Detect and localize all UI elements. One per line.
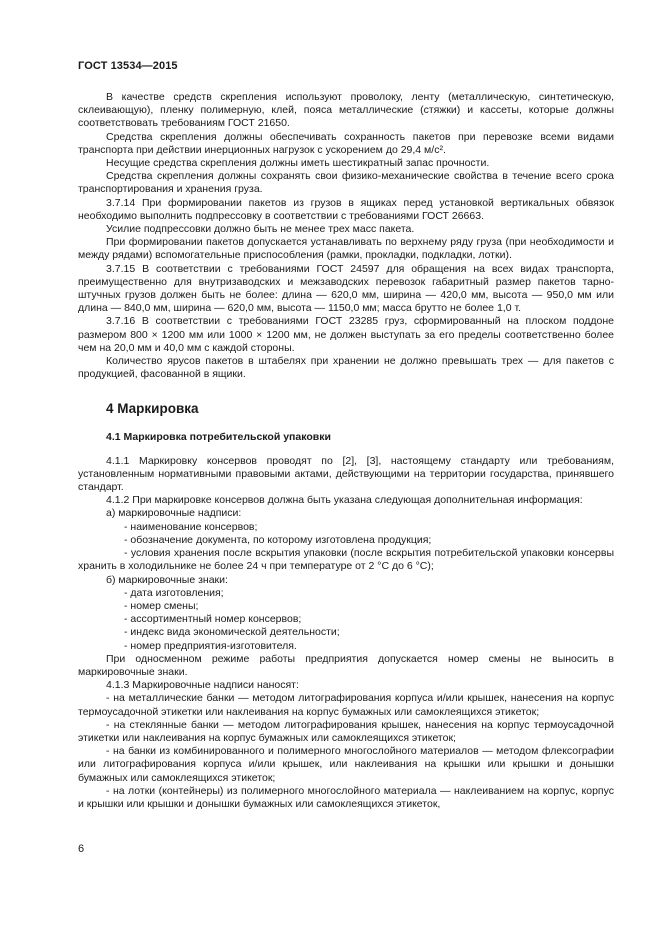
- paragraph: 3.7.16 В соответствии с требованиями ГОСТ 23285 груз, сформированный на плоском поддоне размером 800 × 1200 мм или 1000 × 1200 мм, не должен выступать за его пределы соответственно более чем на 20,0 мм и 40,0 мм с каждой стороны.: [78, 315, 614, 354]
- paragraph: В качестве средств скрепления используют проволоку, ленту (металлическую, синтетическую, склеивающую), пленку полимерную, клей, пояса металлические (стяжки) и кассеты, которые должны соответствовать требованиям ГОСТ 21650.: [78, 91, 614, 130]
- list-item: - на банки из комбинированного и полимерного многослойного материалов — методом флексографии или литографирования корпуса и/или крышек, или наклеивания на крышки или крышки и донышки бумажных или самоклеящихся этикеток;: [78, 745, 614, 784]
- paragraph: 3.7.15 В соответствии с требованиями ГОСТ 24597 для обращения на всех видах транспорта, преимущественно для внутризаводских и межзаводских перевозок габаритный размер пакетов тарно-штучных грузов должен быть не более: длина — 620,0 мм, ширина — 420,0 мм, высота — 950,0 мм или длина — 840,0 мм, ширина — 620,0 мм, высота — 1150,0 мм; масса брутто не более 1,0 т.: [78, 262, 614, 315]
- list-item: - обозначение документа, по которому изготовлена продукция;: [124, 533, 432, 546]
- paragraph: Количество ярусов пакетов в штабелях при хранении не должно превышать трех — для пакетов с продукцией, фасованной в ящики.: [78, 355, 614, 381]
- section-heading: 4 Маркировка: [106, 401, 199, 417]
- document-header: ГОСТ 13534—2015: [78, 60, 178, 72]
- list-item: - на стеклянные банки — методом литографирования крышек, нанесения на корпус термоусадочной этикетки или наклеивания на корпус бумажных или самоклеящихся этикеток;: [78, 718, 614, 744]
- paragraph: При формировании пакетов допускается устанавливать по верхнему ряду груза (при необходимости и между рядами) вспомогательные приспособления (рамки, прокладки, подкладки, лотки).: [78, 236, 614, 262]
- paragraph: Усилие подпрессовки должно быть не менее трех масс пакета.: [106, 223, 415, 236]
- paragraph: 4.1.1 Маркировку консервов проводят по [2], [3], настоящему стандарту или требованиям, установленным нормативными правовыми актами, действующими на территории государства, принявшего стандарт.: [78, 454, 614, 494]
- list-item: - индекс вида экономической деятельности;: [124, 626, 340, 639]
- list-item: - на лотки (контейнеры) из полимерного многослойного материала — наклеиванием на корпус, корпус и крышки или крышки и донышки бумажных или самоклеящихся этикеток,: [78, 784, 614, 810]
- paragraph: 4.1.2 При маркировке консервов должна быть указана следующая дополнительная информация:: [106, 494, 583, 507]
- list-item: - наименование консервов;: [124, 520, 258, 533]
- paragraph: 3.7.14 При формировании пакетов из грузов в ящиках перед установкой вертикальных обвязок необходимо выполнить подпрессовку в соответствии с требованиями ГОСТ 26663.: [78, 196, 614, 222]
- list-item: - на металлические банки — методом литографирования корпуса и/или крышек, нанесения на корпус термоусадочной этикетки или наклеивания на корпус бумажных или самоклеящихся этикеток;: [78, 692, 614, 718]
- list-item: - условия хранения после вскрытия упаковки (после вскрытия потребительской упаковки консервы хранить в холодильнике не более 24 ч при температуре от 2 °С до 6 °С);: [78, 547, 614, 573]
- paragraph: 4.1.3 Маркировочные надписи наносят:: [106, 679, 299, 692]
- list-item: - дата изготовления;: [124, 586, 224, 599]
- paragraph: Несущие средства скрепления должны иметь шестикратный запас прочности.: [106, 157, 490, 170]
- list-item: - номер смены;: [124, 599, 199, 612]
- paragraph: Средства скрепления должны обеспечивать сохранность пакетов при перевозке всеми видами транспорта при действии инерционных нагрузок с ускорением до 29,4 м/с².: [78, 130, 614, 156]
- list-item: - ассортиментный номер консервов;: [124, 613, 302, 626]
- page-body: [78, 91, 614, 811]
- list-label: а) маркировочные надписи:: [106, 507, 242, 520]
- paragraph: Средства скрепления должны сохранять свои физико-механические свойства в течение всего срока транспортирования и хранения груза.: [78, 170, 614, 196]
- list-label: б) маркировочные знаки:: [106, 573, 228, 586]
- paragraph: При односменном режиме работы предприятия допускается номер смены не выносить в маркировочные знаки.: [78, 652, 614, 678]
- page-number: 6: [78, 843, 85, 855]
- list-item: - номер предприятия-изготовителя.: [124, 639, 297, 652]
- subsection-heading: 4.1 Маркировка потребительской упаковки: [106, 431, 331, 444]
